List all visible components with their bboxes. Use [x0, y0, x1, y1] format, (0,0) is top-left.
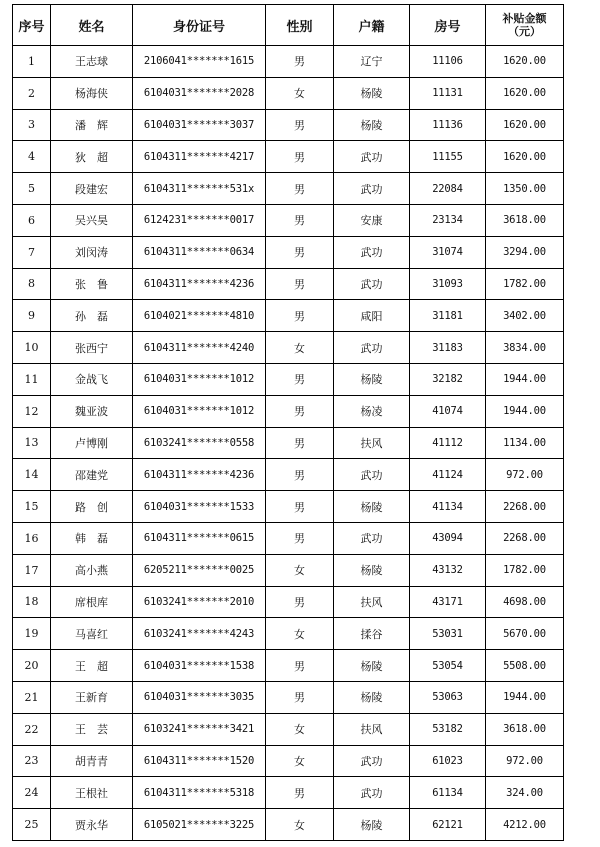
cell-name: 王新育: [51, 681, 133, 713]
table-row: [13, 332, 564, 364]
cell-gender: 男: [266, 300, 334, 332]
table-row: [13, 300, 564, 332]
cell-id-number: 6104031*******2028: [133, 77, 266, 109]
header-no: 序号: [13, 5, 51, 46]
cell-no: 6: [13, 204, 51, 236]
cell-amount: 1620.00: [486, 46, 564, 78]
cell-amount: 3402.00: [486, 300, 564, 332]
cell-no: 4: [13, 141, 51, 173]
cell-hukou: 杨陵: [334, 491, 410, 523]
table-row: [13, 363, 564, 395]
cell-id-number: 6104311*******1520: [133, 745, 266, 777]
cell-hukou: 武功: [334, 268, 410, 300]
cell-id-number: 6104311*******5318: [133, 777, 266, 809]
cell-gender: 男: [266, 681, 334, 713]
cell-name: 张西宁: [51, 332, 133, 364]
cell-no: 23: [13, 745, 51, 777]
table-row: [13, 618, 564, 650]
cell-id-number: 6124231*******0017: [133, 204, 266, 236]
cell-amount: 1944.00: [486, 363, 564, 395]
cell-id-number: 6104031*******1533: [133, 491, 266, 523]
table-row: [13, 204, 564, 236]
cell-gender: 女: [266, 713, 334, 745]
cell-id-number: 6103241*******3421: [133, 713, 266, 745]
cell-gender: 男: [266, 236, 334, 268]
cell-amount: 1782.00: [486, 268, 564, 300]
cell-amount: 1944.00: [486, 395, 564, 427]
subsidy-table-container: [12, 4, 564, 841]
table-row: [13, 522, 564, 554]
cell-name: 杨海侠: [51, 77, 133, 109]
table-row: [13, 650, 564, 682]
cell-room: 53182: [410, 713, 486, 745]
cell-no: 2: [13, 77, 51, 109]
cell-room: 11131: [410, 77, 486, 109]
cell-amount: 1620.00: [486, 109, 564, 141]
cell-id-number: 6205211*******0025: [133, 554, 266, 586]
table-row: [13, 427, 564, 459]
table-header-row: [13, 5, 564, 46]
cell-id-number: 6104311*******4236: [133, 268, 266, 300]
cell-gender: 男: [266, 427, 334, 459]
cell-amount: 3618.00: [486, 713, 564, 745]
cell-id-number: 6104031*******3035: [133, 681, 266, 713]
cell-id-number: 6104311*******0615: [133, 522, 266, 554]
cell-name: 王志球: [51, 46, 133, 78]
cell-no: 19: [13, 618, 51, 650]
cell-amount: 3834.00: [486, 332, 564, 364]
cell-name: 贾永华: [51, 809, 133, 841]
cell-room: 43171: [410, 586, 486, 618]
cell-amount: 2268.00: [486, 491, 564, 523]
cell-gender: 男: [266, 491, 334, 523]
cell-name: 王 超: [51, 650, 133, 682]
table-row: [13, 491, 564, 523]
cell-hukou: 杨陵: [334, 809, 410, 841]
cell-hukou: 杨凌: [334, 395, 410, 427]
cell-name: 胡青青: [51, 745, 133, 777]
cell-no: 5: [13, 173, 51, 205]
header-room: 房号: [410, 5, 486, 46]
cell-amount: 3294.00: [486, 236, 564, 268]
cell-name: 狄 超: [51, 141, 133, 173]
cell-no: 13: [13, 427, 51, 459]
cell-gender: 女: [266, 332, 334, 364]
cell-name: 高小燕: [51, 554, 133, 586]
table-row: [13, 809, 564, 841]
cell-id-number: 6103241*******4243: [133, 618, 266, 650]
cell-no: 9: [13, 300, 51, 332]
table-row: [13, 459, 564, 491]
cell-gender: 女: [266, 809, 334, 841]
cell-gender: 男: [266, 46, 334, 78]
cell-hukou: 扶风: [334, 586, 410, 618]
cell-room: 61023: [410, 745, 486, 777]
cell-room: 41134: [410, 491, 486, 523]
cell-name: 路 创: [51, 491, 133, 523]
cell-hukou: 武功: [334, 236, 410, 268]
cell-no: 1: [13, 46, 51, 78]
cell-no: 7: [13, 236, 51, 268]
cell-hukou: 杨陵: [334, 109, 410, 141]
cell-no: 20: [13, 650, 51, 682]
cell-gender: 男: [266, 395, 334, 427]
cell-room: 41124: [410, 459, 486, 491]
table-body: [13, 46, 564, 841]
cell-gender: 男: [266, 363, 334, 395]
cell-id-number: 6104021*******4810: [133, 300, 266, 332]
cell-name: 吴兴昊: [51, 204, 133, 236]
cell-amount: 1350.00: [486, 173, 564, 205]
cell-name: 金战飞: [51, 363, 133, 395]
cell-name: 刘闵涛: [51, 236, 133, 268]
cell-hukou: 揉谷: [334, 618, 410, 650]
cell-hukou: 武功: [334, 173, 410, 205]
cell-name: 王根社: [51, 777, 133, 809]
cell-name: 潘 辉: [51, 109, 133, 141]
table-row: [13, 713, 564, 745]
header-gender: 性别: [266, 5, 334, 46]
cell-name: 张 鲁: [51, 268, 133, 300]
header-amount-line1: 补贴金额: [502, 12, 547, 25]
cell-id-number: 6104031*******1012: [133, 363, 266, 395]
cell-id-number: 6104311*******4217: [133, 141, 266, 173]
cell-room: 31181: [410, 300, 486, 332]
cell-amount: 2268.00: [486, 522, 564, 554]
cell-id-number: 2106041*******1615: [133, 46, 266, 78]
cell-amount: 1782.00: [486, 554, 564, 586]
cell-room: 11155: [410, 141, 486, 173]
cell-hukou: 武功: [334, 522, 410, 554]
cell-amount: 5508.00: [486, 650, 564, 682]
cell-no: 14: [13, 459, 51, 491]
table-row: [13, 236, 564, 268]
cell-gender: 男: [266, 141, 334, 173]
cell-no: 17: [13, 554, 51, 586]
cell-id-number: 6103241*******0558: [133, 427, 266, 459]
cell-hukou: 咸阳: [334, 300, 410, 332]
cell-id-number: 6103241*******2010: [133, 586, 266, 618]
cell-no: 24: [13, 777, 51, 809]
header-hukou: 户籍: [334, 5, 410, 46]
table-row: [13, 109, 564, 141]
table-row: [13, 681, 564, 713]
subsidy-table: [12, 4, 564, 841]
header-name: 姓名: [51, 5, 133, 46]
cell-no: 22: [13, 713, 51, 745]
cell-amount: 5670.00: [486, 618, 564, 650]
cell-gender: 男: [266, 650, 334, 682]
cell-room: 11106: [410, 46, 486, 78]
cell-hukou: 武功: [334, 332, 410, 364]
cell-room: 61134: [410, 777, 486, 809]
cell-name: 席根库: [51, 586, 133, 618]
cell-room: 31183: [410, 332, 486, 364]
cell-gender: 男: [266, 777, 334, 809]
cell-amount: 1134.00: [486, 427, 564, 459]
cell-name: 马喜红: [51, 618, 133, 650]
cell-amount: 972.00: [486, 459, 564, 491]
header-amount: [486, 5, 564, 46]
table-row: [13, 586, 564, 618]
cell-id-number: 6104031*******1012: [133, 395, 266, 427]
cell-amount: 324.00: [486, 777, 564, 809]
cell-name: 韩 磊: [51, 522, 133, 554]
cell-hukou: 杨陵: [334, 650, 410, 682]
cell-amount: 1944.00: [486, 681, 564, 713]
header-id: 身份证号: [133, 5, 266, 46]
cell-no: 25: [13, 809, 51, 841]
cell-room: 53031: [410, 618, 486, 650]
cell-name: 邵建党: [51, 459, 133, 491]
cell-gender: 男: [266, 204, 334, 236]
cell-room: 41074: [410, 395, 486, 427]
cell-room: 53054: [410, 650, 486, 682]
cell-no: 3: [13, 109, 51, 141]
cell-amount: 1620.00: [486, 77, 564, 109]
cell-hukou: 杨陵: [334, 363, 410, 395]
table-row: [13, 395, 564, 427]
table-row: [13, 173, 564, 205]
cell-hukou: 武功: [334, 777, 410, 809]
cell-amount: 4212.00: [486, 809, 564, 841]
cell-id-number: 6104311*******4236: [133, 459, 266, 491]
cell-no: 21: [13, 681, 51, 713]
table-row: [13, 554, 564, 586]
cell-room: 11136: [410, 109, 486, 141]
table-row: [13, 141, 564, 173]
cell-gender: 女: [266, 618, 334, 650]
cell-gender: 女: [266, 77, 334, 109]
cell-room: 53063: [410, 681, 486, 713]
cell-gender: 男: [266, 522, 334, 554]
cell-id-number: 6104031*******3037: [133, 109, 266, 141]
cell-id-number: 6104311*******4240: [133, 332, 266, 364]
table-row: [13, 46, 564, 78]
cell-name: 王 芸: [51, 713, 133, 745]
table-row: [13, 77, 564, 109]
table-row: [13, 745, 564, 777]
cell-hukou: 扶风: [334, 427, 410, 459]
header-amount-line2: （元）: [508, 25, 541, 38]
cell-gender: 男: [266, 173, 334, 205]
cell-room: 31074: [410, 236, 486, 268]
cell-no: 11: [13, 363, 51, 395]
cell-room: 32182: [410, 363, 486, 395]
cell-amount: 972.00: [486, 745, 564, 777]
cell-hukou: 扶风: [334, 713, 410, 745]
cell-no: 8: [13, 268, 51, 300]
cell-room: 43094: [410, 522, 486, 554]
cell-no: 16: [13, 522, 51, 554]
cell-name: 孙 磊: [51, 300, 133, 332]
cell-name: 卢博刚: [51, 427, 133, 459]
cell-hukou: 杨陵: [334, 681, 410, 713]
cell-hukou: 武功: [334, 459, 410, 491]
cell-gender: 男: [266, 586, 334, 618]
cell-name: 魏亚波: [51, 395, 133, 427]
cell-name: 段建宏: [51, 173, 133, 205]
cell-gender: 男: [266, 268, 334, 300]
cell-room: 43132: [410, 554, 486, 586]
cell-room: 62121: [410, 809, 486, 841]
cell-no: 10: [13, 332, 51, 364]
cell-no: 12: [13, 395, 51, 427]
cell-hukou: 安康: [334, 204, 410, 236]
cell-gender: 女: [266, 745, 334, 777]
cell-gender: 女: [266, 554, 334, 586]
table-row: [13, 777, 564, 809]
cell-hukou: 武功: [334, 745, 410, 777]
cell-gender: 男: [266, 459, 334, 491]
cell-room: 22084: [410, 173, 486, 205]
cell-hukou: 杨陵: [334, 77, 410, 109]
table-row: [13, 268, 564, 300]
cell-room: 41112: [410, 427, 486, 459]
cell-amount: 1620.00: [486, 141, 564, 173]
cell-hukou: 杨陵: [334, 554, 410, 586]
cell-hukou: 武功: [334, 141, 410, 173]
cell-hukou: 辽宁: [334, 46, 410, 78]
cell-no: 15: [13, 491, 51, 523]
cell-room: 31093: [410, 268, 486, 300]
cell-id-number: 6105021*******3225: [133, 809, 266, 841]
cell-id-number: 6104311*******0634: [133, 236, 266, 268]
cell-room: 23134: [410, 204, 486, 236]
cell-no: 18: [13, 586, 51, 618]
cell-amount: 3618.00: [486, 204, 564, 236]
cell-id-number: 6104311*******531x: [133, 173, 266, 205]
cell-id-number: 6104031*******1538: [133, 650, 266, 682]
cell-gender: 男: [266, 109, 334, 141]
cell-amount: 4698.00: [486, 586, 564, 618]
